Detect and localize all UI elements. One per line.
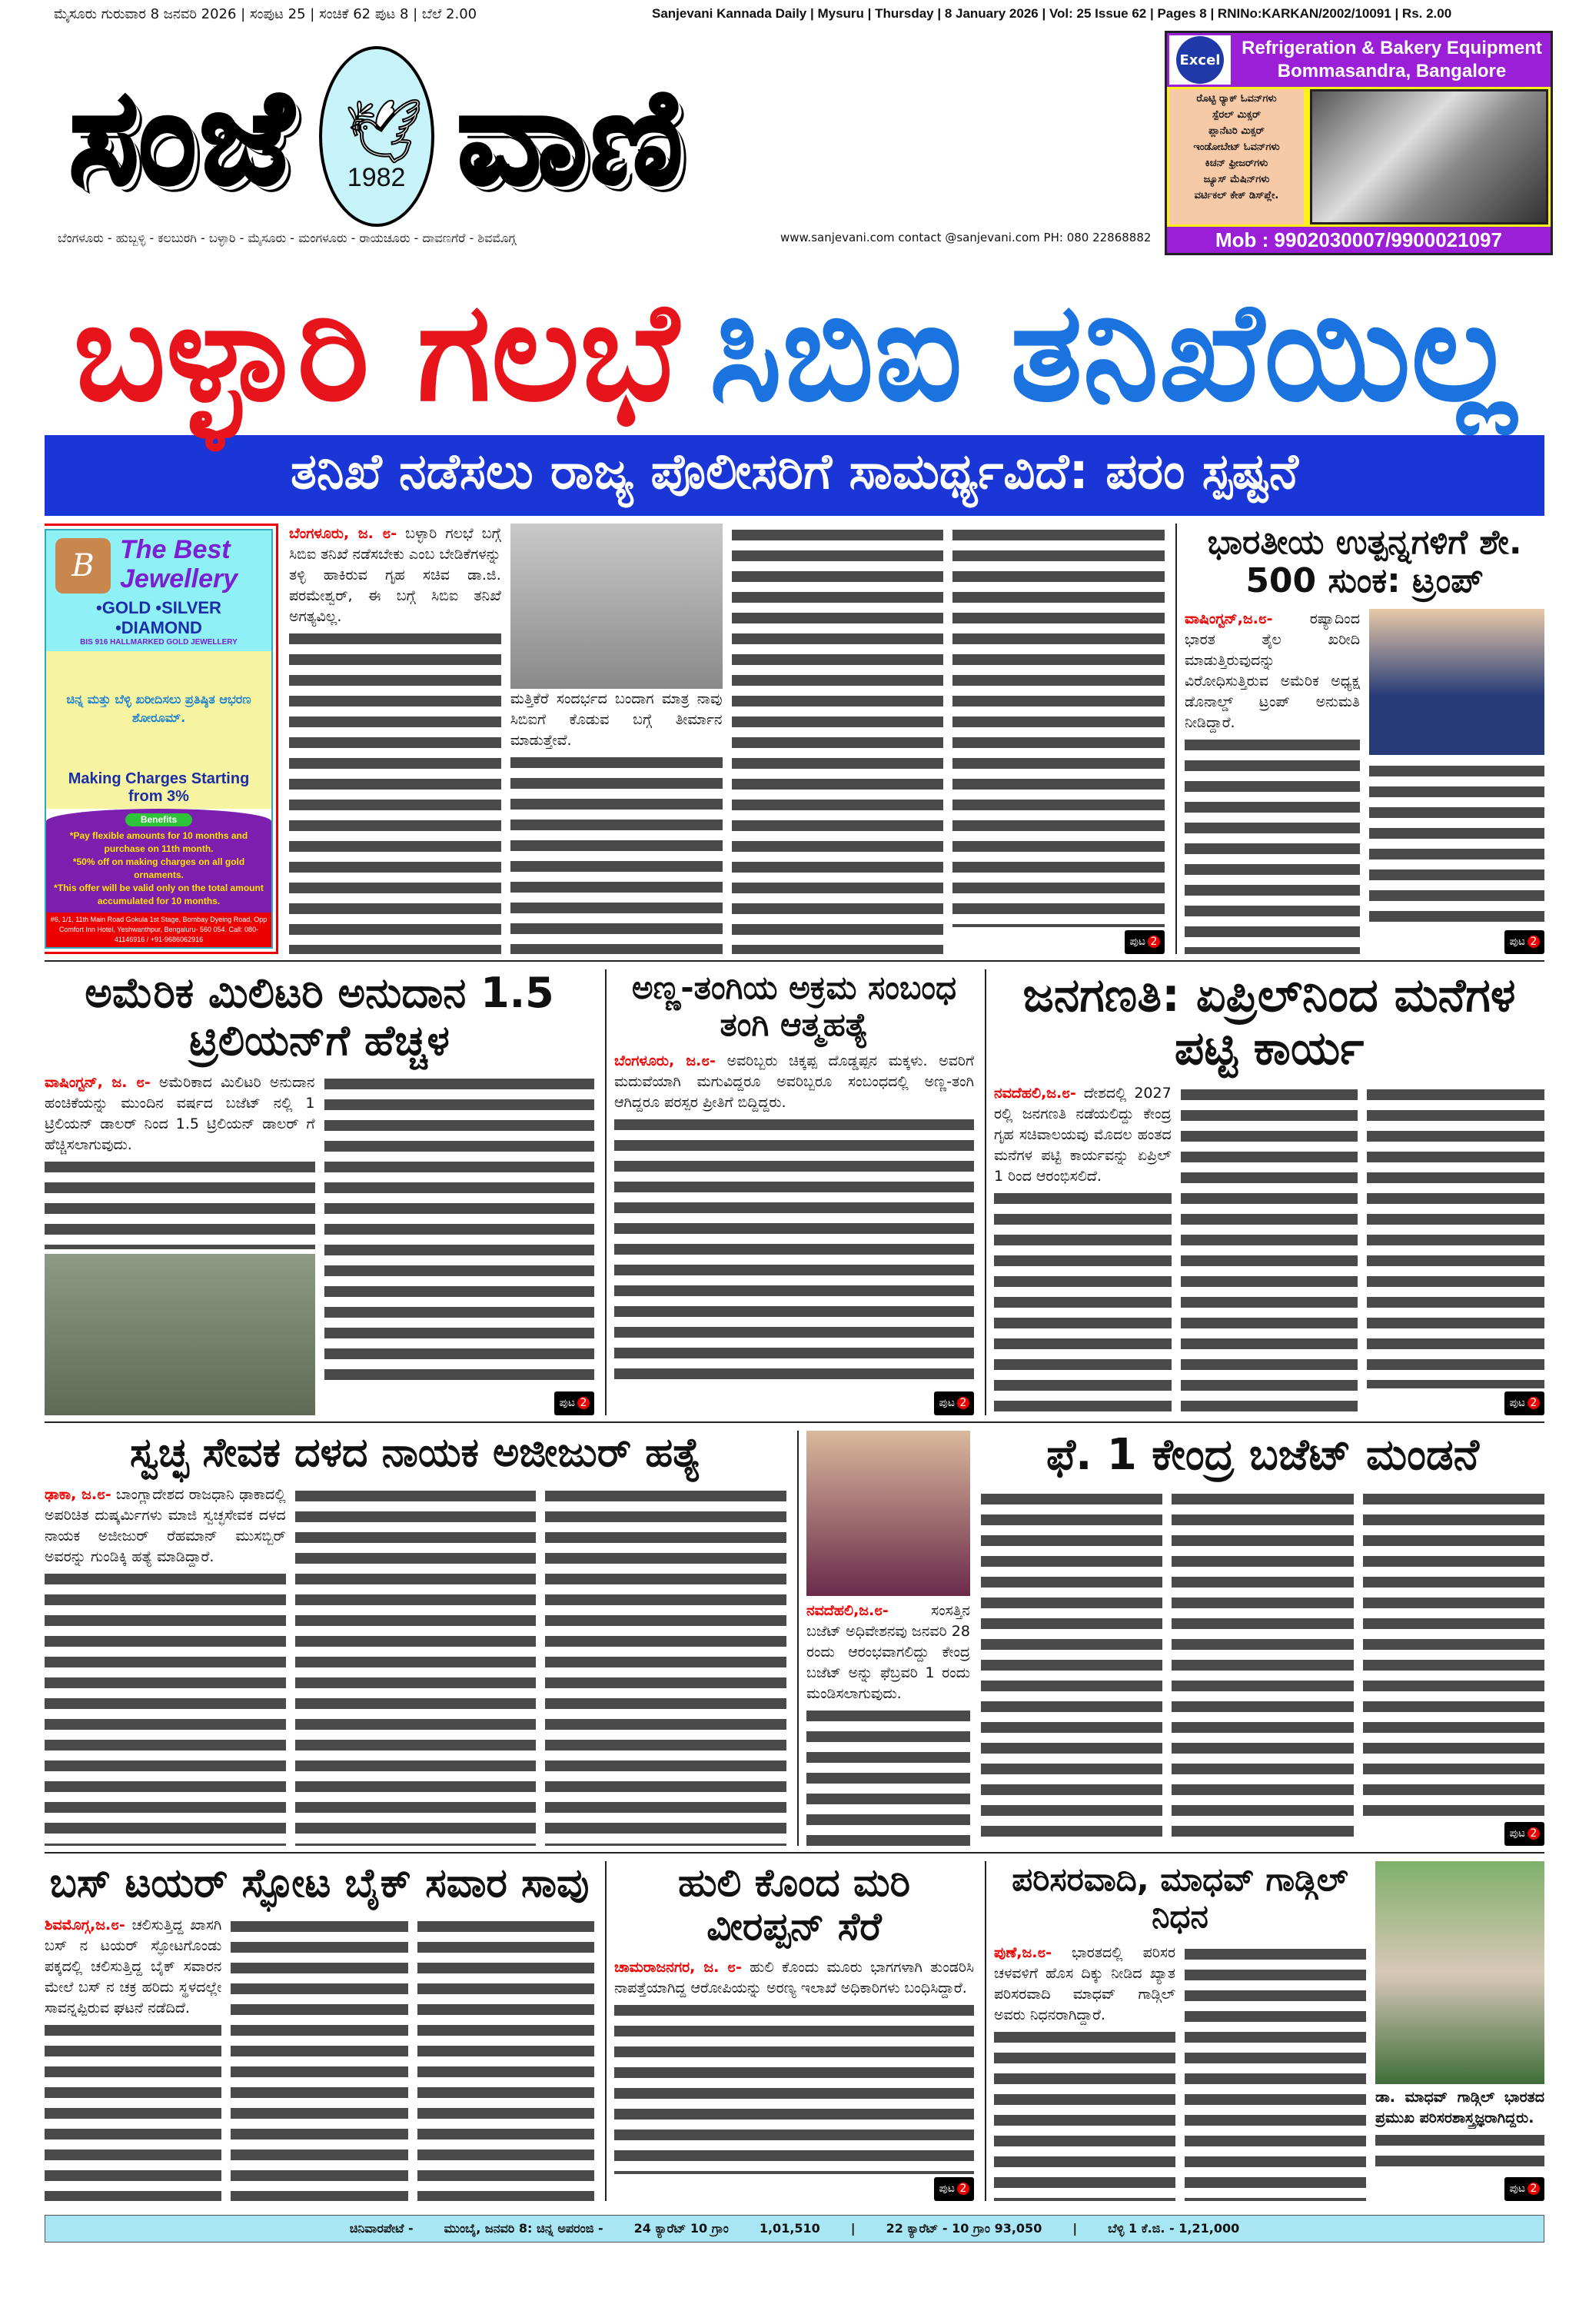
making-charges: Making Charges Starting from 3%: [46, 767, 271, 809]
continued-marker: ಪುಟ 2: [554, 1391, 594, 1415]
ad-product-list: [1169, 89, 1304, 224]
budget-story-col3: [1172, 1488, 1353, 1846]
refrigeration-ad: [1165, 31, 1553, 255]
dateline: ನವದೆಹಲಿ,ಜ.೮-: [994, 1084, 1076, 1102]
gadgil-story: [985, 1861, 1544, 2201]
story-lead: ಚಲಿಸುತ್ತಿದ್ದ ಖಾಸಗಿ ಬಸ್ ನ ಟಯರ್ ಸ್ಫೋಟಗೊಂಡು ಪಕ್ಕದಲ್ಲಿ ಚಲಿಸುತ್ತಿದ್ದ ಬೈಕ್ ಸವಾರನ ಮೇಲೆ ಬಸ್ ನ ಚಕ್ರ ಹರಿದು ಸ್ಥಳದಲ್ಲೇ ಸಾವನ್ನಪ್ಪಿರುವ ಘಟನೆ ನಡೆದಿದೆ.: [45, 1916, 222, 2016]
gadgil-story-col1: [994, 1943, 1175, 2200]
tiger-story-body: [614, 1957, 974, 2201]
census-story-col3: [1367, 1083, 1544, 1415]
bus-story-col3: [417, 1915, 594, 2201]
main-headline: [45, 261, 1544, 435]
ticker-separator: |: [850, 2221, 856, 2236]
continued-marker: ಪುಟ 2: [1504, 2177, 1544, 2201]
trump-story-col1: [1185, 609, 1360, 954]
continued-marker: ಪುಟ 2: [1504, 1391, 1544, 1415]
benefit: *Pay flexible amounts for 10 months and purchase on 11th month.: [69, 830, 248, 854]
census-story: [985, 969, 1544, 1415]
census-story-col2: [1181, 1083, 1358, 1415]
masthead-title-left: ಸಂಜೆ: [69, 59, 296, 214]
story-lead: ದೇಶದಲ್ಲಿ 2027 ರಲ್ಲಿ ಜನಗಣತಿ ನಡೆಯಲಿದ್ದು ಕೇಂದ್ರ ಗೃಹ ಸಚಿವಾಲಯವು ಮೊದಲ ಹಂತದ ಮನೆಗಳ ಪಟ್ಟಿ ಕಾರ್ಯವನ್ನು ಏಪ್ರಿಲ್ 1 ರಿಂದ ಆರಂಭಿಸಲಿದೆ.: [994, 1084, 1172, 1185]
ballari-story-col2: [510, 524, 723, 954]
benefit: *This offer will be valid only on the total amount accumulated for 10 months.: [54, 882, 264, 906]
masthead-title-right: ವಾಣಿ: [457, 59, 686, 214]
gold-rate-ticker: [45, 2215, 1544, 2243]
kannada-dateline: ಮೈಸೂರು ಗುರುವಾರ 8 ಜನವರಿ 2026 | ಸಂಪುಟ 25 | ಸಂಚಿಕೆ 62 ಪುಟ 8 | ಬೆಲೆ 2.00: [54, 6, 477, 22]
budget-story-col1: [797, 1431, 970, 1846]
continued-marker: ಪುಟ 2: [1125, 930, 1165, 954]
ad-location: Bommasandra, Bangalore: [1277, 61, 1507, 81]
benefit: *50% off on making charges on all gold ornaments.: [72, 856, 245, 880]
census-headline: ಜನಗಣತಿ: ಏಪ್ರಿಲ್‌ನಿಂದ ಮನೆಗಳ ಪಟ್ಟಿ ಕಾರ್ಯ: [1022, 968, 1516, 1076]
ticker-item: ಚಿನಿವಾರಪೇಟೆ -: [349, 2220, 414, 2236]
ad-headline: Refrigeration & Bakery Equipment: [1242, 38, 1542, 58]
story-lead: ಹುಲಿ ಕೊಂದು ಮೂರು ಭಾಗಗಳಾಗಿ ತುಂಡರಿಸಿ ನಾಪತ್ತೆಯಾಗಿದ್ದ ಆರೋಪಿಯನ್ನು ಅರಣ್ಯ ಇಲಾಖೆ ಅಧಿಕಾರಿಗಳು ಬಂಧಿಸಿದ್ದಾರೆ.: [614, 1958, 974, 1997]
gadgil-photo-column: [1375, 1861, 1544, 2201]
aziz-story-col3: [545, 1485, 786, 1846]
dateline: ಬೆಂಗಳೂರು, ಜ.೮-: [614, 1052, 716, 1070]
ticker-item: 24 ಕ್ಯಾರೆಟ್ 10 ಗ್ರಾಂ: [633, 2220, 729, 2236]
budget-story-col4: [1363, 1488, 1544, 1846]
bus-story-col1: [45, 1915, 221, 2201]
section-row-1: [45, 524, 1544, 962]
masthead: [69, 46, 1145, 227]
gadgil-photo: [1375, 1861, 1544, 2084]
story-lead: ಬಳ್ಳಾರಿ ಗಲಭೆ ಬಗ್ಗೆ ಸಿಬಿಐ ತನಿಖೆ ನಡೆಸಬೇಕು ಎಂಬ ಬೇಡಿಕೆಗಳನ್ನು ತಳ್ಳಿ ಹಾಕಿರುವ ಗೃಹ ಸಚಿವ ಡಾ.ಜಿ. ಪರಮೇಶ್ವರ್, ಈ ಬಗ್ಗೆ ಸಿಬಿಐ ತನಿಖೆ ಅಗತ್ಯವಿಲ್ಲ.: [289, 524, 501, 625]
ad-item: ವರ್ಟಿಕಲ್ ಕೇಕ್ ಡಿಸ್‌ಪ್ಲೇ.: [1194, 190, 1279, 201]
bis-hallmark: BIS 916 HALLMARKED GOLD JEWELLERY: [80, 637, 238, 647]
story-lead: ಸಂಸತ್ತಿನ ಬಜೆಟ್ ಅಧಿವೇಶನವು ಜನವರಿ 28 ರಂದು ಆರಂಭವಾಗಲಿದ್ದು ಕೇಂದ್ರ ಬಜೆಟ್ ಅನ್ನು ಫೆಬ್ರವರಿ 1 ರಂದು ಮಂಡಿಸಲಾಗುವುದು.: [806, 1601, 970, 1702]
military-story: [45, 969, 594, 1415]
ballari-story-col3: [732, 524, 944, 954]
excel-logo-text: Excel: [1176, 36, 1224, 84]
aziz-story-col1: [45, 1485, 286, 1846]
ad-item: ರೊಟ್ಟಿ ರ‍್ಯಾಕ್ ಓವನ್‌ಗಳು: [1196, 93, 1277, 105]
header: [0, 0, 1589, 261]
ad-item: ಇಂಡೋಬೇಟ್ ಓವನ್‌ಗಳು: [1193, 141, 1280, 153]
jewellery-brand: The Best Jewellery: [120, 534, 238, 593]
main-headline-red: ಬಳ್ಳಾರಿ ಗಲಭೆ: [73, 272, 679, 431]
dateline: ಚಾಮರಾಜನಗರ, ಜ. ೮-: [614, 1958, 742, 1976]
benefits-label: Benefits: [125, 813, 192, 826]
ad-mobile: Mob : 9902030007/9900021097: [1167, 227, 1551, 253]
ad-item: ಪ್ಲಾನೆಟರಿ ಮಿಕ್ಸರ್: [1208, 125, 1265, 137]
ballari-story: [289, 524, 1165, 954]
contact-info: www.sanjevani.com contact @sanjevani.com PH: 080 22868882: [780, 231, 1152, 244]
dateline: ನವದೆಹಲಿ,ಜ.೮-: [806, 1601, 889, 1619]
dove-logo: [319, 46, 434, 227]
continued-marker: ಪುಟ 2: [1504, 930, 1544, 954]
sibling-headline: ಅಣ್ಣ-ತಂಗಿಯ ಅಕ್ರಮ ಸಂಬಂಧ ತಂಗಿ ಆತ್ಮಹತ್ಯೆ: [631, 968, 957, 1044]
trump-story: [1175, 524, 1544, 954]
bus-headline: ಬಸ್ ಟಯರ್ ಸ್ಫೋಟ ಬೈಕ್ ಸವಾರ ಸಾವು: [49, 1860, 590, 1907]
sibling-story-body: [614, 1051, 974, 1415]
jewellery-kannada: ಚಿನ್ನ ಮತ್ತು ಬೆಳ್ಳಿ ಖರೀದಿಸಲು ಪ್ರತಿಷ್ಠಿತ ಆಭರಣ ಶೋರೂಮ್.: [66, 692, 251, 726]
story-lead: ಅವರಿಬ್ಬರು ಚಿಕ್ಕಪ್ಪ ದೊಡ್ಡಪ್ಪನ ಮಕ್ಕಳು. ಅವರಿಗೆ ಮದುವೆಯಾಗಿ ಮಗುವಿದ್ದರೂ ಅವರಿಬ್ಬರೂ ಸಂಬಂಧದಲ್ಲಿ ಅಣ್ಣ-ತಂಗಿ ಆಗಿದ್ದರೂ ಪರಸ್ಪರ ಪ್ರೀತಿಗೆ ಬಿದ್ದಿದ್ದರು.: [614, 1052, 975, 1112]
ad-item: ಸ್ಪೆರಲ್ ಮಿಕ್ಸರ್: [1212, 109, 1262, 121]
ticker-item: ಮುಂಬೈ, ಜನವರಿ 8: ಚಿನ್ನ ಅಪರಂಜಿ -: [444, 2220, 603, 2236]
budget-story-col2: [981, 1488, 1162, 1846]
gadgil-headline: ಪರಿಸರವಾದಿ, ಮಾಧವ್ ಗಾಡ್ಗಿಲ್ ನಿಧನ: [1012, 1860, 1348, 1936]
ticker-separator: |: [1072, 2221, 1078, 2236]
ad-item: ಜ್ಯೂಸ್ ಮೆಷಿನ್‌ಗಳು: [1203, 174, 1270, 185]
parameshwar-photo: [510, 524, 723, 689]
jewellery-address: #6, 1/1, 11th Main Road Gokula 1st Stage, Bombay Dyeing Road, Opp Comfort Inn Hotel, Yeshwanthpur, Bengaluru- 560 054. Call: 080-41146916 / +91-9686062916: [46, 913, 271, 947]
excel-logo: [1169, 35, 1231, 85]
dateline: ಶಿವಮೊಗ್ಗ,ಜ.೮-: [45, 1916, 125, 1933]
english-dateline: Sanjevani Kannada Daily | Mysuru | Thursday | 8 January 2026 | Vol: 25 Issue 62 | Pages 8 | RNINo:KARKAN/2002/10091 | Rs. 2.00: [652, 6, 1452, 21]
story-lead: ಭಾರತದಲ್ಲಿ ಪರಿಸರ ಚಳವಳಿಗೆ ಹೊಸ ದಿಕ್ಕು ನೀಡಿದ ಖ್ಯಾತ ಪರಿಸರವಾದಿ ಮಾಧವ್ ಗಾಡ್ಗಿಲ್ ಅವರು ನಿಧನರಾಗಿದ್ದಾರೆ.: [994, 1944, 1175, 2024]
dateline: ವಾಷಿಂಗ್ಟನ್, ಜ. ೮-: [45, 1073, 151, 1091]
bus-story: [45, 1861, 594, 2201]
trump-headline: ಭಾರತೀಯ ಉತ್ಪನ್ನಗಳಿಗೆ ಶೇ. 500 ಸುಂಕ: ಟ್ರಂಪ್: [1207, 522, 1522, 601]
edition-cities: ಬೆಂಗಳೂರು - ಹುಬ್ಬಳ್ಳಿ - ಕಲಬುರಗಿ - ಬಳ್ಳಾರಿ - ಮೈಸೂರು - ಮಂಗಳೂರು - ರಾಯಚೂರು - ದಾವಣಗೆರೆ - ಶಿವಮೊಗ್ಗ: [58, 231, 517, 245]
metals: •GOLD •SILVER •DIAMOND: [96, 597, 221, 637]
gadgil-story-col2: [1185, 1943, 1366, 2200]
jewellery-ad: [45, 524, 278, 954]
military-headline: ಅಮೆರಿಕ ಮಿಲಿಟರಿ ಅನುದಾನ 1.5 ಟ್ರಿಲಿಯನ್‌ಗೆ ಹೆಚ್ಚಳ: [85, 968, 554, 1065]
tiger-story: [605, 1861, 974, 2201]
main-headline-blue: ಸಿಬಿಐ ತನಿಖೆಯಿಲ್ಲ: [709, 272, 1516, 431]
trump-story-col2: [1369, 609, 1544, 954]
dove-icon: 🕊: [344, 95, 424, 167]
budget-story: [981, 1431, 1544, 1846]
sitharaman-photo: [806, 1431, 970, 1596]
trump-photo: [1369, 609, 1544, 755]
crown-logo: B: [55, 538, 111, 593]
section-row-3: [45, 1431, 1544, 1854]
soldiers-photo: [45, 1254, 315, 1415]
aziz-story-col2: [295, 1485, 537, 1846]
sub-headline-banner: ತನಿಖೆ ನಡೆಸಲು ರಾಜ್ಯ ಪೊಲೀಸರಿಗೆ ಸಾಮರ್ಥ್ಯವಿದೆ: ಪರಂ ಸ್ಪಷ್ಟನೆ: [45, 435, 1544, 516]
military-story-col1: [45, 1072, 315, 1415]
section-row-2: [45, 969, 1544, 1423]
section-row-4: [45, 1861, 1544, 2207]
sibling-story: [605, 969, 974, 1415]
ballari-story-col4: [952, 524, 1165, 954]
dateline: ಢಾಕಾ, ಜ.೮-: [45, 1485, 111, 1503]
census-story-col1: [994, 1083, 1172, 1415]
ticker-item: ಬೆಳ್ಳಿ 1 ಕೆ.ಜಿ. - 1,21,000: [1108, 2220, 1240, 2236]
aziz-story: [45, 1431, 786, 1846]
continued-marker: ಪುಟ 2: [934, 2177, 974, 2201]
display-cabinet-image: [1310, 89, 1548, 224]
logo-year: 1982: [347, 163, 406, 192]
dateline: ಬೆಂಗಳೂರು, ಜ. ೮-: [289, 524, 397, 542]
tiger-headline: ಹುಲಿ ಕೊಂದ ಮರಿ ವೀರಪ್ಪನ್ ಸೆರೆ: [677, 1860, 910, 1950]
photo-caption: ಮತ್ತಿಕೆರೆ ಸಂದರ್ಭದ ಬಂದಾಗ ಮಾತ್ರ ನಾವು ಸಿಬಿಐಗೆ ಕೊಡುವ ಬಗ್ಗೆ ತೀರ್ಮಾನ ಮಾಡುತ್ತೇವೆ.: [510, 690, 723, 749]
military-story-col2: [324, 1072, 595, 1415]
story-lead: ರಷ್ಯಾದಿಂದ ಭಾರತ ತೈಲ ಖರೀದಿ ಮಾಡುತ್ತಿರುವುದನ್ನು ವಿರೋಧಿಸುತ್ತಿರುವ ಅಮೆರಿಕ ಅಧ್ಯಕ್ಷ ಡೊನಾಲ್ಡ್ ಟ್ರಂಪ್ ಅನುಮತಿ ನೀಡಿದ್ದಾರೆ.: [1185, 610, 1360, 731]
ticker-item: 1,01,510: [759, 2221, 820, 2236]
ballari-story-col1: [289, 524, 501, 954]
dateline: ಪುಣೆ,ಜ.೮-: [994, 1944, 1052, 1962]
benefits: [46, 809, 271, 913]
ad-item: ಕಿಚನ್ ಫ್ರೀಜರ್‌ಗಳು: [1205, 158, 1268, 169]
gadgil-photo-caption: ಡಾ. ಮಾಧವ್ ಗಾಡ್ಗಿಲ್ ಭಾರತದ ಪ್ರಮುಖ ಪರಿಸರಶಾಸ್ತ್ರಜ್ಞರಾಗಿದ್ದರು.: [1375, 2088, 1544, 2126]
budget-headline: ಫೆ. 1 ಕೇಂದ್ರ ಬಜೆಟ್ ಮಂಡನೆ: [1045, 1429, 1480, 1480]
bus-story-col2: [231, 1915, 407, 2201]
continued-marker: ಪುಟ 2: [1504, 1822, 1544, 1846]
aziz-headline: ಸ್ವಚ್ಛ ಸೇವಕ ದಳದ ನಾಯಕ ಅಜೀಜುರ್ ಹತ್ಯೆ: [129, 1429, 702, 1476]
ticker-item: 22 ಕ್ಯಾರೆಟ್ - 10 ಗ್ರಾಂ 93,050: [886, 2220, 1042, 2236]
continued-marker: ಪುಟ 2: [934, 1391, 974, 1415]
story-lead: ಅಮೆರಿಕಾದ ಮಿಲಿಟರಿ ಅನುದಾನ ಹಂಚಿಕೆಯನ್ನು ಮುಂದಿನ ವರ್ಷದ ಬಜೆಟ್ ನಲ್ಲಿ 1 ಟ್ರಿಲಿಯನ್ ಡಾಲರ್ ನಿಂದ 1.5 ಟ್ರಿಲಿಯನ್ ಡಾಲರ್ ಗೆ ಹೆಚ್ಚಿಸಲಾಗುವುದು.: [45, 1073, 315, 1153]
dateline: ವಾಷಿಂಗ್ಟನ್,ಜ.೮-: [1185, 610, 1273, 627]
story-lead: ಬಾಂಗ್ಲಾದೇಶದ ರಾಜಧಾನಿ ಢಾಕಾದಲ್ಲಿ ಅಪರಿಚಿತ ದುಷ್ಕರ್ಮಿಗಳು ಮಾಜಿ ಸ್ವಚ್ಛಸೇವಕ ದಳದ ನಾಯಕ ಅಜೀಜುರ್ ರೆಹಮಾನ್ ಮುಸಬ್ಬಿರ್ ಅವರನ್ನು ಗುಂಡಿಕ್ಕಿ ಹತ್ಯೆ ಮಾಡಿದ್ದಾರೆ.: [45, 1485, 286, 1565]
